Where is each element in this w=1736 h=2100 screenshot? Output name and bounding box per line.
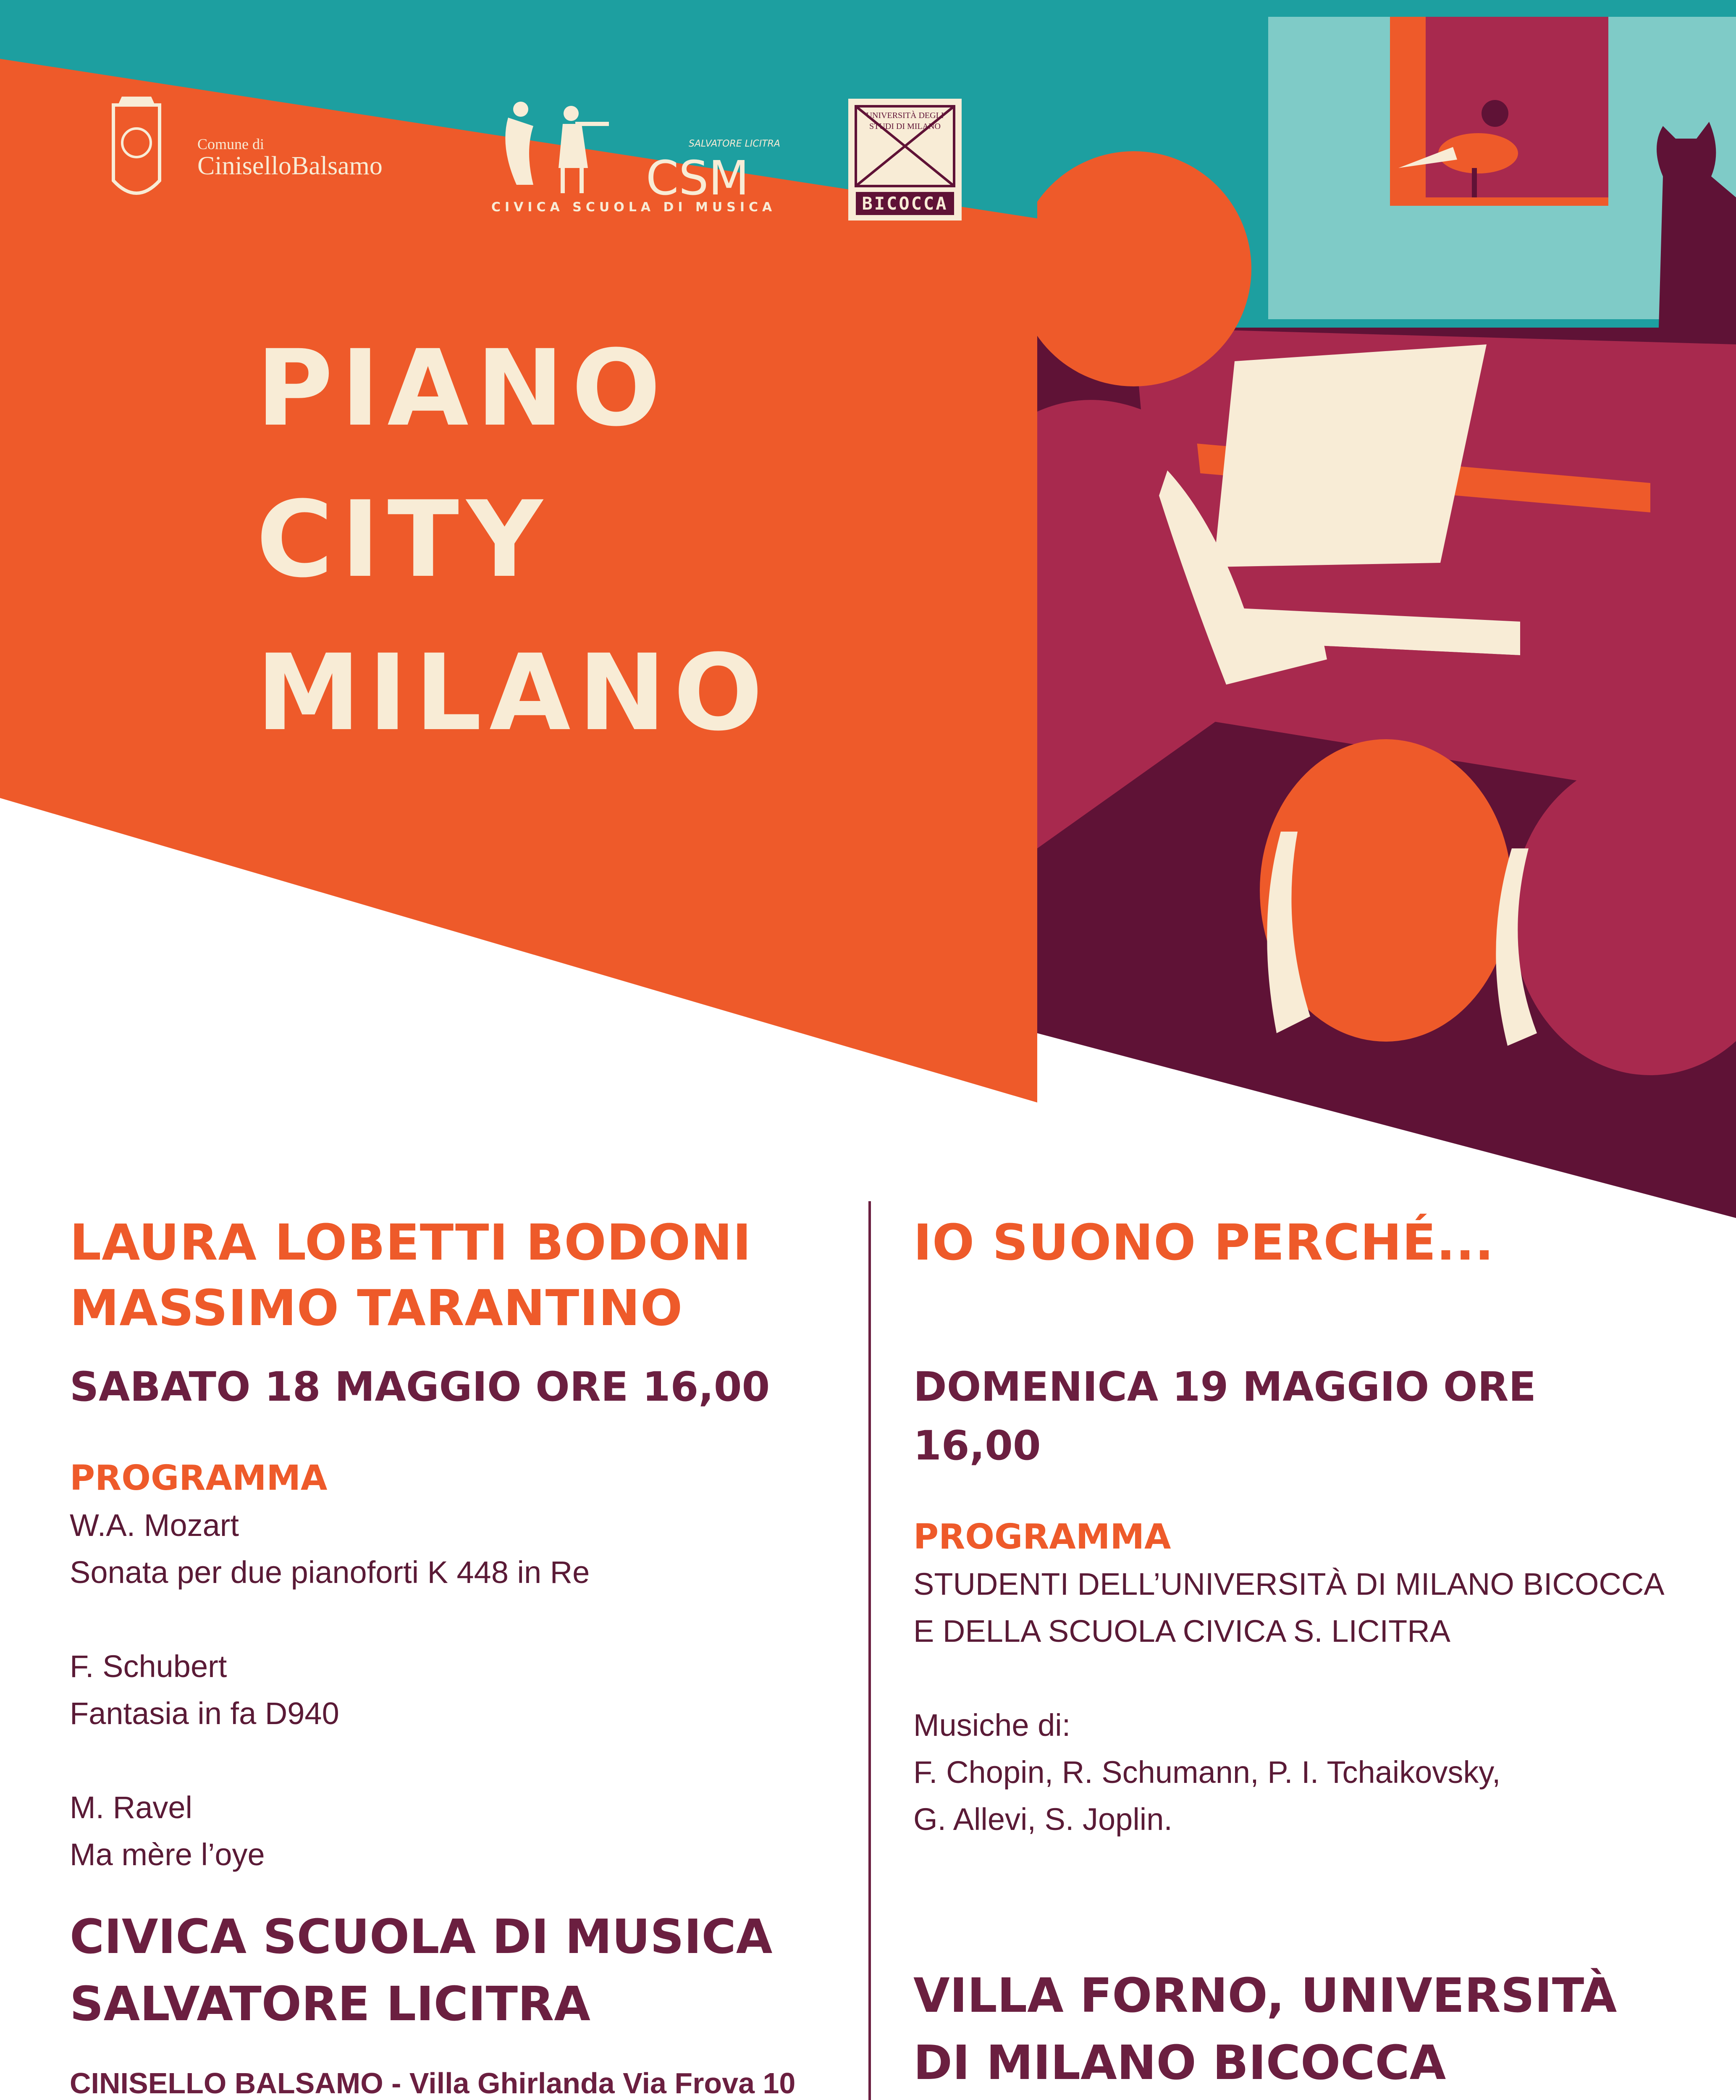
venue-name: VILLA FORNO, UNIVERSITÀ: [913, 1969, 1617, 2023]
program-line: Fantasia in fa D940: [70, 1696, 339, 1731]
window-interior: [1426, 17, 1608, 197]
program-line: W.A. Mozart: [70, 1508, 239, 1543]
sheet-music: [1214, 344, 1487, 567]
venue-name: CIVICA SCUOLA DI MUSICA: [70, 1910, 773, 1964]
venue-name: DI MILANO BICOCCA: [913, 2036, 1446, 2090]
program-line: Sonata per due pianoforti K 448 in Re: [70, 1555, 590, 1590]
event-right: [913, 1210, 1669, 2100]
programma-label: PROGRAMMA: [70, 1458, 328, 1498]
program-line: M. Ravel: [70, 1790, 192, 1825]
title-line-milano: MILANO: [256, 632, 771, 754]
event-title: IO SUONO PERCHÉ...: [913, 1213, 1494, 1271]
program-line: STUDENTI DELL’UNIVERSITÀ DI MILANO BICOCCA: [913, 1567, 1665, 1601]
performer-name: MASSIMO TARANTINO: [70, 1279, 683, 1337]
comune-small-label: Comune di: [197, 136, 264, 152]
program-line: [70, 1596, 855, 1643]
program-list: [70, 1502, 855, 1878]
comune-name-label: CiniselloBalsamo: [197, 152, 383, 180]
program-line: E DELLA SCUOLA CIVICA S. LICITRA: [913, 1614, 1451, 1648]
event-date: SABATO 18 MAGGIO ORE 16,00: [70, 1363, 770, 1410]
event-left: [70, 1210, 855, 2100]
title-line-city: CITY: [256, 478, 551, 601]
performer-name: LAURA LOBETTI BODONI: [70, 1213, 752, 1271]
program-line: F. Chopin, R. Schumann, P. I. Tchaikovsky,: [913, 1755, 1501, 1790]
teal-corner-2: [0, 0, 1736, 17]
csm-script-label: SALVATORE LICITRA: [689, 139, 780, 149]
venue-address: CINISELLO BALSAMO - Villa Ghirlanda Via Frova 10: [70, 2067, 796, 2100]
venue-name: SALVATORE LICITRA: [70, 1977, 590, 2032]
program-line: Musiche di:: [913, 1708, 1071, 1743]
bicocca-name-label: BICOCCA: [862, 193, 948, 214]
bicocca-top-label: UNIVERSITÀ DEGLI STUDI DI MILANO: [866, 111, 944, 131]
title-line-piano: PIANO: [256, 327, 669, 449]
program-line: Ma mère l’oye: [70, 1837, 265, 1872]
programma-label: PROGRAMMA: [913, 1517, 1171, 1557]
csm-letters-label: CSM: [646, 151, 749, 206]
program-line: G. Allevi, S. Joplin.: [913, 1802, 1172, 1837]
program-line: [70, 1737, 855, 1784]
event-date: DOMENICA 19 MAGGIO ORE 16,00: [913, 1363, 1536, 1469]
program-line: [913, 1655, 1669, 1702]
column-divider: [868, 1201, 871, 2100]
program-line: F. Schubert: [70, 1649, 227, 1684]
program-list: [913, 1561, 1669, 1937]
pianist-head: [1016, 151, 1251, 386]
csm-full-label: CIVICA SCUOLA DI MUSICA: [491, 200, 776, 215]
